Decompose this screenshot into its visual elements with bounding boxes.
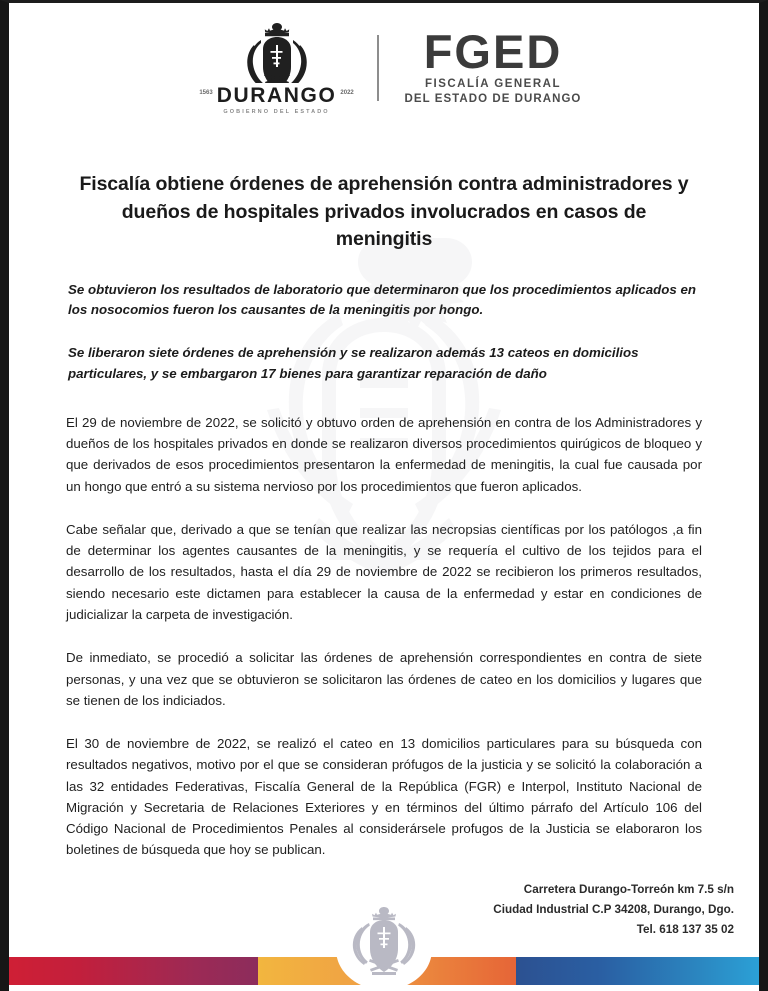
durango-flank-left: 1563 xyxy=(199,89,213,96)
fged-subtitle-line2: DEL ESTADO DE DURANGO xyxy=(404,93,582,106)
durango-wordmark-text: DURANGO xyxy=(216,84,337,107)
body-paragraph-1: El 29 de noviembre de 2022, se solicitó y obtuvo orden de aprehensión en contra de los Administradores y dueños de los hospitales privados en donde se realizaron diversos procedimientos quirúgicos de bloqueo y que derivados de esos procedimientos presentaron la enfermedad de meningitis, la cual fue causada por un hongo que entró a su sistema nervioso por los procedimientos que fueron aplicados. xyxy=(66,414,702,494)
durango-crest-icon xyxy=(234,21,320,83)
lede-paragraph-2: Se liberaron siete órdenes de aprehensión y se realizaron además 13 cateos en domicilios particulares, y se embargaron 17 bienes para garantizar reparación de daño xyxy=(68,345,639,381)
footer-emblem xyxy=(336,879,432,991)
document-body xyxy=(9,171,759,861)
fged-logo xyxy=(404,25,582,107)
durango-wordmark xyxy=(199,85,353,106)
body-paragraph-4: El 30 de noviembre de 2022, se realizó el cateo en 13 domicilios particulares para su búsqueda con resultados negativos, motivo por el que se consideran prófugos de la justicia y se solicitó la colaboración a las 32 entidades Federativas, Fiscalía General de la República (FGR) e Interpol, Instituto Nacional de Migración y Secretaria de Relaciones Exteriores y en términos del último párrafo del Artículo 106 del Código Nacional de Procedimientos Penales al considerársele profugos de la Justicia se elaboraron los boletines de búsqueda que hoy se publican. xyxy=(66,736,702,858)
footer-address-line2: Ciudad Industrial C.P 34208, Durango, Dgo. xyxy=(493,903,734,917)
document-header xyxy=(9,3,759,125)
footer-phone: Tel. 618 137 35 02 xyxy=(636,923,734,937)
body-paragraph-2: Cabe señalar que, derivado a que se tenían que realizar las necropsias científicas por los patólogos ,a fin de determinar los agentes causantes de la meningitis, y se requería el cultivo de los tejidos para el desarrollo de los resultados, hasta el día 29 de noviembre de 2022 se recibieron los primeros resultados, siendo necesario este dictamen para establecer la causa de la enfermedad y estar en condiciones de judicializar la carpeta de investigación. xyxy=(66,521,702,622)
color-bar-segment-red xyxy=(9,957,258,985)
document-footer xyxy=(9,873,759,991)
fged-subtitle xyxy=(405,77,582,106)
durango-state-logo xyxy=(187,21,367,115)
durango-flank-right: 2022 xyxy=(340,89,354,96)
fged-acronym: FGED xyxy=(423,25,563,79)
page-title: Fiscalía obtiene órdenes de aprehensión contra administradores y dueños de hospitales privados involucrados en casos de meningitis xyxy=(79,173,689,251)
fged-subtitle-line1: FISCALÍA GENERAL xyxy=(424,78,561,91)
color-bar-segment-blue xyxy=(516,957,759,985)
header-divider xyxy=(377,35,379,101)
footer-address xyxy=(493,880,734,940)
footer-address-line1: Carretera Durango-Torreón km 7.5 s/n xyxy=(523,883,734,896)
lede-paragraph-1: Se obtuvieron los resultados de laboratorio que determinaron que los procedimientos aplicados en los nosocomios fueron los causantes de la meningitis por hongo. xyxy=(68,282,697,318)
durango-logo-subtitle: GOBIERNO DEL ESTADO xyxy=(223,109,330,115)
body-paragraph-3: De inmediato, se procedió a solicitar las órdenes de aprehensión correspondientes en contra de siete personas, y una vez que se obtuvieron se solicitaron las órdenes de cateo en los domicilios y lugares que se tienen de los indiciados. xyxy=(66,650,702,708)
